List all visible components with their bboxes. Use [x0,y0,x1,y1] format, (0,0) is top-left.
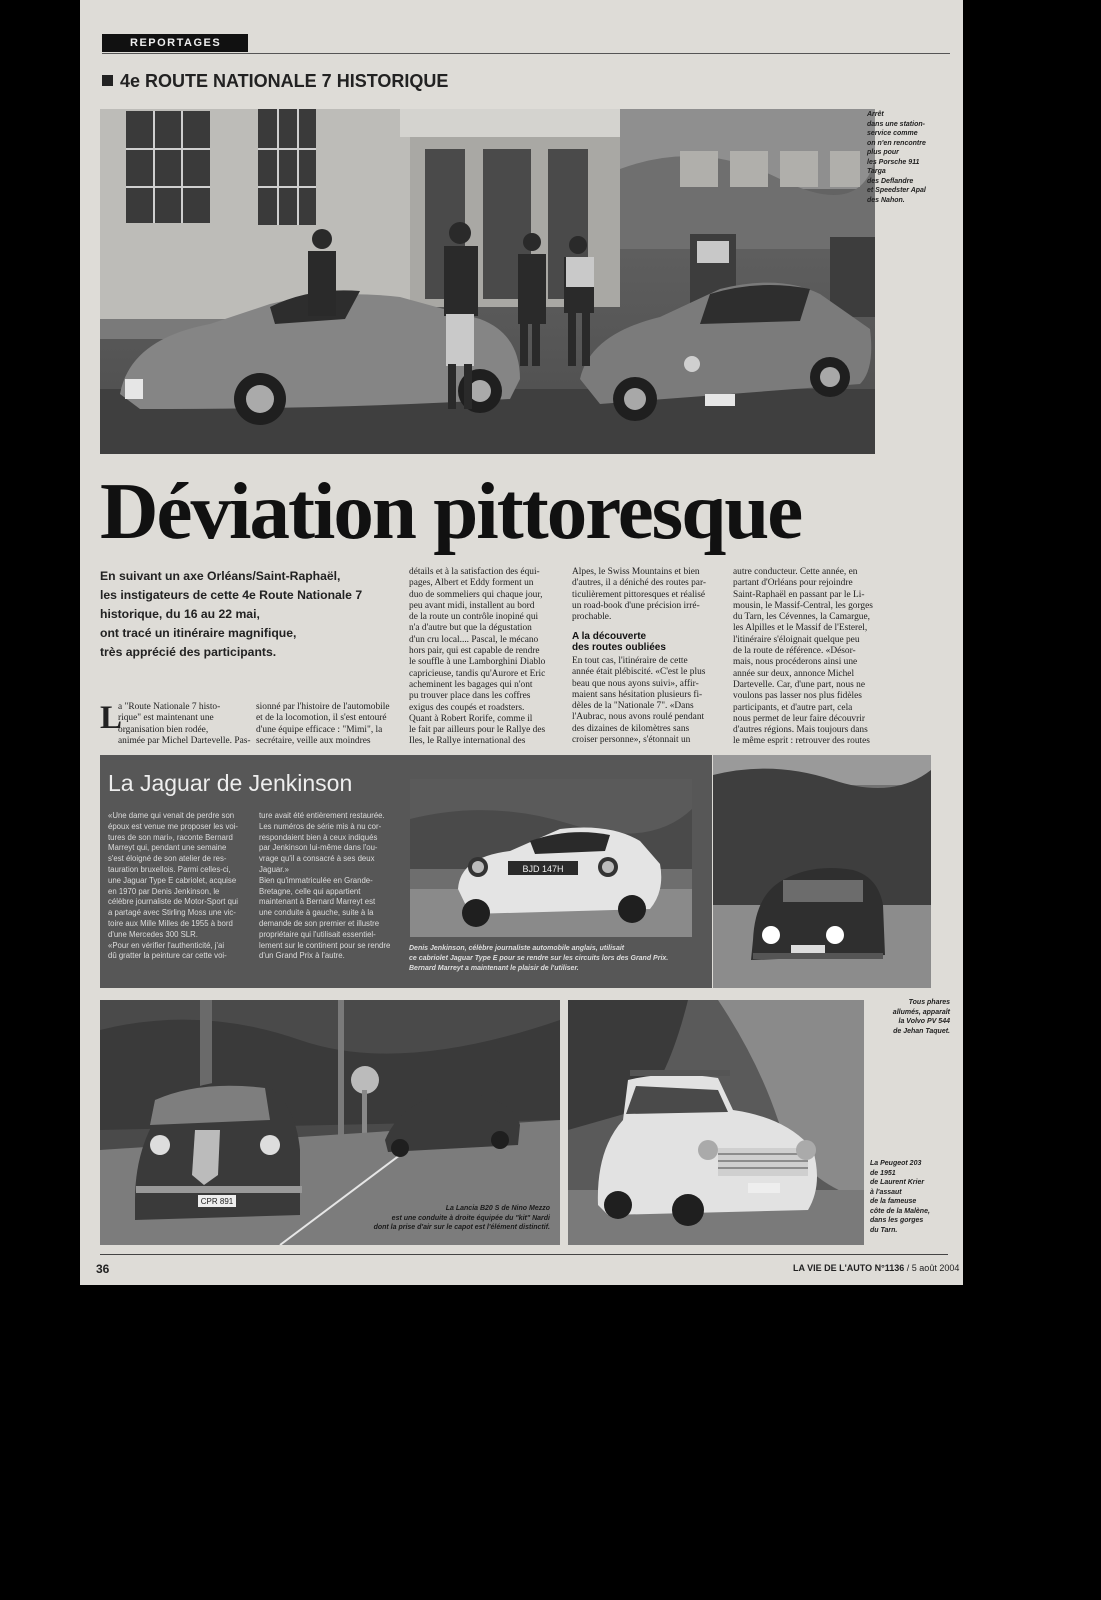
lancia-plate: CPR 891 [200,1197,234,1206]
magazine-name: LA VIE DE L'AUTO N°1136 [793,1263,905,1273]
intro-standfirst: En suivant un axe Orléans/Saint-Raphaël, les instigateurs de cette 4e Route Nationale 7 historique, du 16 au 22 mai, ont tracé un itinéraire magnifique, très apprécié des participants. [100,569,363,659]
article-col-1: a "Route Nationale 7 histo- rique" est maintenant une organisation bien rodée, animée par Michel Dartevelle. Pas- [118,702,251,746]
section-label: REPORTAGES [102,34,248,52]
dropcap: L [100,700,123,736]
magazine-footer [793,1263,959,1273]
box-title: La Jaguar de Jenkinson [108,770,353,796]
series-title-text: 4e ROUTE NATIONALE 7 HISTORIQUE [120,71,449,91]
article-col-4a: Alpes, le Swiss Mountains et bien d'autres, il a déniché des routes par- ticulièrement pittoresques et réalisé un road-book d'une précision irré- prochable. [572,567,707,623]
jaguar-sidebar-box [100,755,712,988]
jaguar-photo [410,779,692,937]
jaguar-photo-caption: Denis Jenkinson, célèbre journaliste automobile anglais, utilisait ce cabriolet Jaguar Type E pour se rendre sur les circuits lors des Grand Prix. Bernard Marreyt a maintenant le plaisir de l'utiliser. [409,945,669,972]
square-bullet-icon [102,75,113,86]
jaguar-type-e-photo [410,779,692,937]
box-col-1: «Une dame qui venait de perdre son époux est venue me proposer les voi- tures de son mari», raconte Bernard Marreyt qui, pendant une semaine s'est éloigné de son atelier de res- tauration bruxellois. Parmi celles-ci, une Jaguar Type E cabriolet, acquise en 1970 par Denis Jenkinson, le célèbre journaliste de Motor-Sport qui a partagé avec Stirling Moss une vic- toire aux Mille Milles de 1955 à bord d'une Mercedes 300 SLR. «Pour en vérifier l'authenticité, j'ai dû gratter la peinture car cette voi- [108,811,239,961]
article-col-3: détails et à la satisfaction des équi- pages, Albert et Eddy forment un duo de sommeliers qui chaque jour, peu avant midi, installent au bord de la route un contrôle inopiné qui n'a d'autre but que la dégustation d'un cru local.... Pascal, le mécano hors pair, qui est capable de rendre le souffle à une Lamborghini Diablo capricieuse, tandis qu'Aurore et Eric acheminent les bagages qui n'ont pu trouver place dans les coffres exigus des coupés et roadsters. Quant à Robert Rorife, comme il le fait par ailleurs pour le Rallye des Iles, le Rallye international des [409,567,546,747]
main-photo [100,109,875,454]
page-number: 36 [96,1262,110,1276]
series-title [102,71,448,92]
article-col-5: autre conducteur. Cette année, en partant d'Orléans pour rejoindre Saint-Raphaël en passant par le Li- mousin, le Massif-Central, les gorges du Tarn, les Cévennes, la Camargue, les Alpilles et le Massif de l'Esterel, l'itinéraire s'éloignait quelque peu de la route de référence. «Désor- mais, nous procéderons ainsi une année sur deux, annonce Michel Dartevelle. Car, d'une part, nous ne voulons pas lasser nos plus fidèles participants, et d'autre part, cela nous permet de leur faire découvrir d'autres régions. Mais toujours dans le même esprit : retrouver des routes [733,567,873,747]
article-col-2: sionné par l'histoire de l'automobile et de la locomotion, il s'est entouré d'une équipe efficace : "Mimi", la secrétaire, veille aux moindres [256,702,390,746]
subheading: A la découverte des routes oubliées [572,631,666,653]
main-photo-caption: Arrêt dans une station- service comme on n'en rencontre plus pour les Porsche 911 Targa des Deflandre et Speedster Apal des Nahon. [867,111,926,204]
article-col-4b: En tout cas, l'itinéraire de cette année était plébiscité. «C'est le plus beau que nous ayons suivi», affir- maient sans hésitation plusieurs fi- dèles de la "Nationale 7". «Dans l'Aubrac, nous avons roulé pendant des dizaines de kilomètres sans croiser personne», s'étonnait un [572,656,706,746]
peugeot-203-photo [568,1000,864,1245]
jaguar-plate: BJD 147H [522,864,564,874]
volvo-photo [713,755,931,988]
volvo-pv544-photo [713,755,931,988]
issue-date: / 5 août 2004 [906,1263,960,1273]
footer-rule [100,1254,948,1255]
volvo-caption: Tous phares allumés, apparaît la Volvo PV 544 de Jehan Taquet. [892,999,950,1035]
magazine-page [80,0,963,1285]
station-service-photo [100,109,875,454]
peugeot-caption: La Peugeot 203 de 1951 de Laurent Krier à l'assaut de la fameuse côte de la Malène, dans les gorges du Tarn. [870,1160,930,1234]
header-rule [102,53,950,54]
headline: Déviation pittoresque [100,466,802,556]
peugeot-photo [568,1000,864,1245]
lancia-caption: La Lancia B20 S de Nino Mezzo est une conduite à droite équipée du "kit" Nardi dont la prise d'air sur le capot est l'élément distinctif. [373,1205,550,1231]
box-col-2: ture avait été entièrement restaurée. Les numéros de série mis à nu cor- respondaient bien à ceux indiqués par Jenkinson lui-même dans l'ou- vrage qu'il a consacré à ses deux Jaguar.» Bien qu'immatriculée en Grande- Bretagne, celle qui appartient maintenant à Bernard Marreyt est une conduite à gauche, suite à la demande de son premier et illustre propriétaire qui l'utilisait essentiel- lement sur le continent pour se rendre d'un Grand Prix à l'autre. [259,811,391,961]
